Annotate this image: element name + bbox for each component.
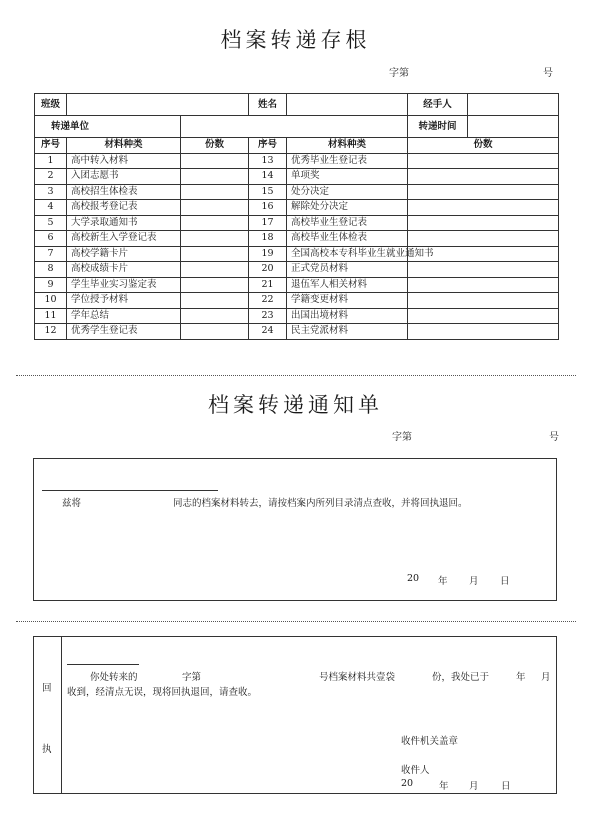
item-no: 3: [35, 184, 67, 200]
item-no: 21: [249, 277, 287, 293]
item-material: 高校毕业生体检表: [287, 231, 408, 247]
cut-line-1: [16, 375, 576, 376]
receipt-receiver-label: 收件人: [401, 765, 430, 776]
table-row: [35, 262, 559, 278]
table-row: [35, 277, 559, 293]
receipt-date-month: 月: [469, 781, 479, 792]
time-label: 转递时间: [408, 116, 468, 138]
item-no: 10: [35, 293, 67, 309]
stub-header-row: [35, 138, 559, 154]
receipt-date-20: 20: [401, 778, 414, 789]
receipt-line1-a: 你处转来的: [90, 672, 138, 683]
item-no: 14: [249, 169, 287, 185]
receipt-line2: 收到，经清点无误，现将回执退回，请查收。: [67, 687, 258, 698]
item-material: 入团志愿书: [67, 169, 181, 185]
item-material: 高校毕业生登记表: [287, 215, 408, 231]
item-copies[interactable]: [408, 308, 559, 324]
item-material: 全国高校本专科毕业生就业通知书: [287, 246, 408, 262]
notice-date-year: 年: [438, 576, 448, 587]
item-no: 24: [249, 324, 287, 340]
item-no: 7: [35, 246, 67, 262]
item-no: 20: [249, 262, 287, 278]
stub-row-class: [35, 94, 559, 116]
item-material: 出国出境材料: [287, 308, 408, 324]
notice-ref-zi: 字第: [392, 432, 412, 443]
item-material: 正式党员材料: [287, 262, 408, 278]
item-no: 17: [249, 215, 287, 231]
item-copies[interactable]: [181, 262, 249, 278]
item-material: 高校新生入学登记表: [67, 231, 181, 247]
item-copies[interactable]: [181, 293, 249, 309]
item-no: 23: [249, 308, 287, 324]
table-row: [35, 215, 559, 231]
notice-body-prefix: 兹将: [62, 498, 82, 509]
name-label: 姓名: [249, 94, 287, 116]
item-material: 学籍变更材料: [287, 293, 408, 309]
item-material: 学生毕业实习鉴定表: [67, 277, 181, 293]
item-no: 9: [35, 277, 67, 293]
header-copies-right: 份数: [408, 138, 559, 154]
item-no: 2: [35, 169, 67, 185]
name-value[interactable]: [287, 94, 408, 116]
item-material: 处分决定: [287, 184, 408, 200]
item-no: 13: [249, 153, 287, 169]
receipt-unit-line[interactable]: [67, 664, 139, 665]
item-copies[interactable]: [408, 215, 559, 231]
notice-date-month: 月: [469, 576, 479, 587]
table-row: [35, 308, 559, 324]
item-material: 大学录取通知书: [67, 215, 181, 231]
stub-row-unit: [35, 116, 559, 138]
notice-name-line[interactable]: [42, 490, 218, 491]
table-row: [35, 200, 559, 216]
item-no: 19: [249, 246, 287, 262]
item-material: 高校学籍卡片: [67, 246, 181, 262]
stub-ref-zi: 字第: [389, 68, 409, 79]
header-material-left: 材料种类: [67, 138, 181, 154]
item-copies[interactable]: [181, 169, 249, 185]
class-label: 班级: [35, 94, 67, 116]
unit-value[interactable]: [181, 116, 408, 138]
item-no: 11: [35, 308, 67, 324]
item-no: 16: [249, 200, 287, 216]
item-copies[interactable]: [408, 169, 559, 185]
stub-table: [34, 93, 559, 340]
handler-value[interactable]: [468, 94, 559, 116]
handler-label: 经手人: [408, 94, 468, 116]
item-no: 12: [35, 324, 67, 340]
header-copies-left: 份数: [181, 138, 249, 154]
item-copies[interactable]: [181, 184, 249, 200]
header-no-left: 序号: [35, 138, 67, 154]
receipt-box: [33, 636, 557, 794]
item-no: 6: [35, 231, 67, 247]
table-row: [35, 231, 559, 247]
item-material: 退伍军人相关材料: [287, 277, 408, 293]
header-no-right: 序号: [249, 138, 287, 154]
item-copies[interactable]: [181, 324, 249, 340]
item-material: 学年总结: [67, 308, 181, 324]
item-material: 优秀毕业生登记表: [287, 153, 408, 169]
item-material: 民主党派材料: [287, 324, 408, 340]
item-material: 单项奖: [287, 169, 408, 185]
unit-label: 转递单位: [35, 116, 181, 138]
header-material-right: 材料种类: [287, 138, 408, 154]
cut-line-2: [16, 621, 576, 622]
item-material: 高校报考登记表: [67, 200, 181, 216]
item-material: 高中转入材料: [67, 153, 181, 169]
stub-title: 档案转递存根: [220, 28, 371, 52]
time-value[interactable]: [468, 116, 559, 138]
stub-ref-hao: 号: [543, 68, 553, 79]
item-copies[interactable]: [408, 293, 559, 309]
item-material: 高校成绩卡片: [67, 262, 181, 278]
receipt-date-year: 年: [439, 781, 449, 792]
item-copies[interactable]: [181, 277, 249, 293]
item-no: 22: [249, 293, 287, 309]
receipt-line1-f: 月: [541, 672, 551, 683]
item-copies[interactable]: [181, 200, 249, 216]
item-material: 高校招生体检表: [67, 184, 181, 200]
item-no: 8: [35, 262, 67, 278]
item-copies[interactable]: [181, 246, 249, 262]
item-no: 18: [249, 231, 287, 247]
item-no: 15: [249, 184, 287, 200]
item-copies[interactable]: [408, 153, 559, 169]
notice-date-20: 20: [407, 573, 420, 584]
table-row: [35, 169, 559, 185]
item-material: 解除处分决定: [287, 200, 408, 216]
table-row: [35, 184, 559, 200]
item-material: 学位授予材料: [67, 293, 181, 309]
receipt-line1-c: 号档案材料共壹袋: [319, 672, 396, 683]
item-copies[interactable]: [181, 215, 249, 231]
item-no: 1: [35, 153, 67, 169]
item-copies[interactable]: [408, 277, 559, 293]
receipt-line1-b: 字第: [182, 672, 202, 683]
receipt-seal-label: 收件机关盖章: [401, 736, 459, 747]
receipt-divider: [61, 636, 62, 794]
item-copies[interactable]: [408, 231, 559, 247]
item-copies[interactable]: [181, 153, 249, 169]
item-copies[interactable]: [408, 200, 559, 216]
item-copies[interactable]: [408, 184, 559, 200]
item-material: 优秀学生登记表: [67, 324, 181, 340]
item-no: 5: [35, 215, 67, 231]
item-copies[interactable]: [181, 231, 249, 247]
table-row: [35, 153, 559, 169]
table-row: [35, 293, 559, 309]
receipt-line1-e: 年: [516, 672, 526, 683]
class-value[interactable]: [67, 94, 249, 116]
item-copies[interactable]: [408, 324, 559, 340]
notice-ref-hao: 号: [549, 432, 559, 443]
item-copies[interactable]: [408, 262, 559, 278]
receipt-date-day: 日: [501, 781, 511, 792]
item-no: 4: [35, 200, 67, 216]
table-row: [35, 324, 559, 340]
notice-body-text: 同志的档案材料转去，请按档案内所列目录清点查收，并将回执退回。: [173, 498, 468, 509]
item-copies[interactable]: [181, 308, 249, 324]
table-row: [35, 246, 559, 262]
receipt-side-label-1: 回: [42, 683, 52, 694]
notice-date-day: 日: [500, 576, 510, 587]
notice-title: 档案转递通知单: [208, 393, 383, 417]
receipt-side-label-2: 执: [42, 744, 52, 755]
receipt-line1-d: 份，我处已于: [432, 672, 490, 683]
